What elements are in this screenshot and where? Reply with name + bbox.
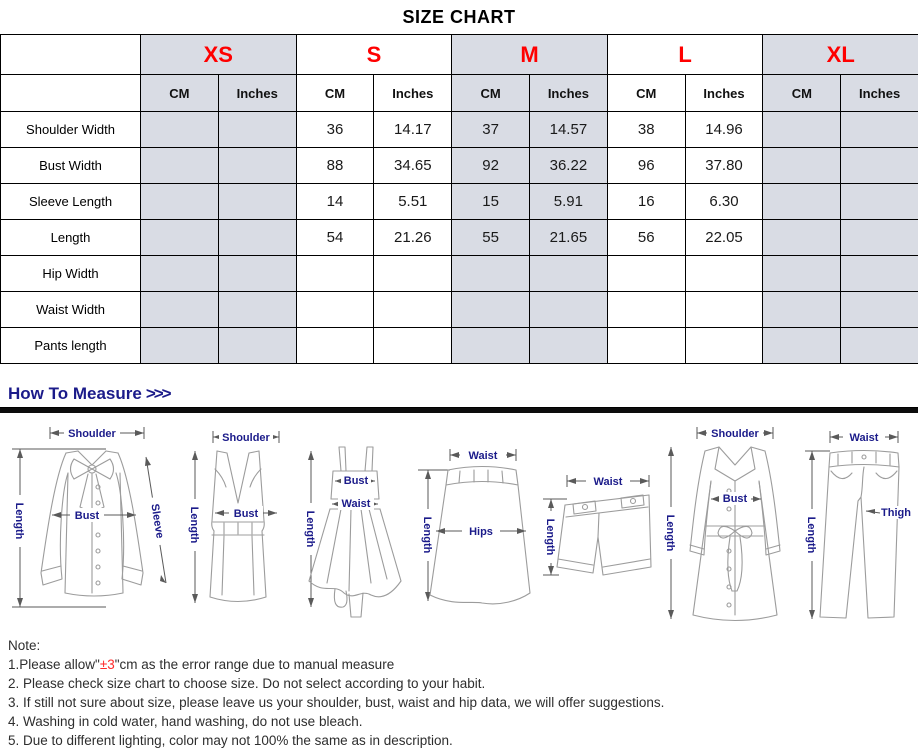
size-value-cell [841, 256, 918, 292]
size-value-cell [141, 184, 219, 220]
cm-header: CM [296, 75, 374, 112]
inches-header: Inches [841, 75, 918, 112]
size-value-cell: 16 [607, 184, 685, 220]
coat-diagram [657, 423, 797, 625]
measurement-row-label: Waist Width [1, 292, 141, 328]
size-value-cell [607, 256, 685, 292]
size-value-cell: 21.65 [530, 220, 608, 256]
size-value-cell: 21.26 [374, 220, 452, 256]
length-label: Length [420, 516, 433, 554]
size-value-cell [607, 328, 685, 364]
how-to-measure-heading [8, 384, 918, 404]
sleeve-label: Sleeve [148, 502, 166, 540]
length-label: Length [187, 506, 200, 544]
length-label: Length [664, 514, 677, 552]
size-column-header-xl: XL [763, 35, 918, 75]
size-value-cell: 14 [296, 184, 374, 220]
blouse-diagram [6, 421, 176, 619]
shorts-diagram [537, 469, 655, 595]
size-value-cell: 96 [607, 148, 685, 184]
note-line-5: 5. Due to different lighting, color may not 100% the same as in description. [8, 733, 453, 748]
size-value-cell [763, 328, 841, 364]
size-value-cell: 22.05 [685, 220, 763, 256]
note-line-4: 4. Washing in cold water, hand washing, do not use bleach. [8, 714, 363, 729]
notes-section [8, 636, 918, 750]
size-column-header-xs: XS [141, 35, 297, 75]
size-value-cell: 37.80 [685, 148, 763, 184]
size-value-cell: 92 [452, 148, 530, 184]
size-value-cell [763, 112, 841, 148]
inches-header: Inches [218, 75, 296, 112]
size-column-header-s: S [296, 35, 452, 75]
size-value-cell [685, 328, 763, 364]
size-value-cell [763, 292, 841, 328]
size-column-header-m: M [452, 35, 608, 75]
table-row [1, 148, 918, 184]
size-value-cell [685, 292, 763, 328]
size-value-cell: 34.65 [374, 148, 452, 184]
size-value-cell [374, 328, 452, 364]
table-row [1, 292, 918, 328]
measurement-row-label: Hip Width [1, 256, 141, 292]
size-value-cell [296, 256, 374, 292]
size-value-cell: 38 [607, 112, 685, 148]
length-label: Length [543, 518, 556, 556]
size-value-cell [296, 328, 374, 364]
size-value-cell [841, 148, 918, 184]
waist-label: Waist [849, 432, 879, 444]
cm-header: CM [452, 75, 530, 112]
size-value-cell [763, 148, 841, 184]
size-value-cell [452, 328, 530, 364]
size-value-cell: 56 [607, 220, 685, 256]
size-value-cell [763, 256, 841, 292]
bust-label: Bust [233, 508, 258, 520]
size-value-cell: 14.17 [374, 112, 452, 148]
size-value-cell [218, 112, 296, 148]
size-value-cell [452, 256, 530, 292]
size-column-header-l: L [607, 35, 763, 75]
table-row [1, 220, 918, 256]
cm-header: CM [607, 75, 685, 112]
skirt-diagram [412, 443, 534, 615]
size-value-cell [141, 328, 219, 364]
size-value-cell [841, 328, 918, 364]
measurement-row-label: Shoulder Width [1, 112, 141, 148]
size-value-cell [218, 256, 296, 292]
dress-diagram [299, 431, 409, 623]
cm-header: CM [141, 75, 219, 112]
corner-cell [1, 75, 141, 112]
length-label: Length [304, 510, 317, 548]
size-value-cell [841, 184, 918, 220]
size-value-cell: 6.30 [685, 184, 763, 220]
size-value-cell [530, 256, 608, 292]
size-value-cell: 15 [452, 184, 530, 220]
size-value-cell [296, 292, 374, 328]
size-value-cell [218, 184, 296, 220]
size-value-cell [763, 184, 841, 220]
size-value-cell [452, 292, 530, 328]
size-value-cell: 5.51 [374, 184, 452, 220]
jeans-diagram [800, 427, 912, 629]
table-row [1, 184, 918, 220]
size-value-cell: 54 [296, 220, 374, 256]
size-value-cell: 36 [296, 112, 374, 148]
table-row [1, 256, 918, 292]
length-label: Length [804, 516, 817, 554]
hips-label: Hips [469, 526, 493, 538]
how-to-measure-text: How To Measure [8, 384, 142, 403]
size-value-cell [218, 148, 296, 184]
thigh-label: Thigh [880, 507, 911, 519]
measure-diagrams [0, 413, 918, 626]
note-heading: Note: [8, 638, 41, 653]
chevrons-icon: >>> [145, 384, 170, 403]
size-value-cell: 36.22 [530, 148, 608, 184]
inches-header: Inches [685, 75, 763, 112]
size-value-cell [218, 292, 296, 328]
size-value-cell [841, 292, 918, 328]
bust-label: Bust [723, 493, 748, 505]
size-value-cell [218, 328, 296, 364]
shoulder-label: Shoulder [68, 428, 116, 440]
size-value-cell [530, 292, 608, 328]
bust-label: Bust [344, 475, 369, 487]
size-value-cell [374, 256, 452, 292]
size-value-cell [141, 292, 219, 328]
measurement-row-label: Pants length [1, 328, 141, 364]
waist-label: Waist [341, 498, 371, 510]
size-value-cell [374, 292, 452, 328]
corner-cell [1, 35, 141, 75]
cm-header: CM [763, 75, 841, 112]
waist-label: Waist [468, 450, 498, 462]
note-line-1: 1.Please allow"±3"cm as the error range due to manual measure [8, 657, 395, 672]
size-value-cell [841, 112, 918, 148]
size-value-cell [141, 148, 219, 184]
size-value-cell [218, 220, 296, 256]
tank-top-diagram [179, 425, 297, 613]
size-table [0, 34, 918, 364]
tolerance-value: ±3 [99, 657, 115, 672]
note-line-2: 2. Please check size chart to choose size. Do not select according to your habit. [8, 676, 486, 691]
size-value-cell: 55 [452, 220, 530, 256]
inches-header: Inches [374, 75, 452, 112]
size-value-cell: 14.96 [685, 112, 763, 148]
size-value-cell [841, 220, 918, 256]
measurement-row-label: Bust Width [1, 148, 141, 184]
size-value-cell [685, 256, 763, 292]
size-value-cell [530, 328, 608, 364]
size-value-cell [141, 220, 219, 256]
measurement-row-label: Length [1, 220, 141, 256]
shoulder-label: Shoulder [711, 428, 760, 440]
shoulder-label: Shoulder [221, 432, 270, 444]
waist-label: Waist [593, 476, 623, 488]
inches-header: Inches [530, 75, 608, 112]
table-row [1, 112, 918, 148]
table-row [1, 328, 918, 364]
measurement-row-label: Sleeve Length [1, 184, 141, 220]
size-value-cell: 37 [452, 112, 530, 148]
size-value-cell [141, 112, 219, 148]
length-label: Length [13, 502, 25, 540]
size-value-cell: 88 [296, 148, 374, 184]
size-value-cell [141, 256, 219, 292]
page-title: SIZE CHART [402, 7, 516, 27]
size-value-cell: 14.57 [530, 112, 608, 148]
note-line-3: 3. If still not sure about size, please leave us your shoulder, bust, waist and hip data, we will offer suggestions. [8, 695, 665, 710]
bust-label: Bust [74, 510, 100, 522]
size-value-cell: 5.91 [530, 184, 608, 220]
size-value-cell [763, 220, 841, 256]
size-value-cell [607, 292, 685, 328]
